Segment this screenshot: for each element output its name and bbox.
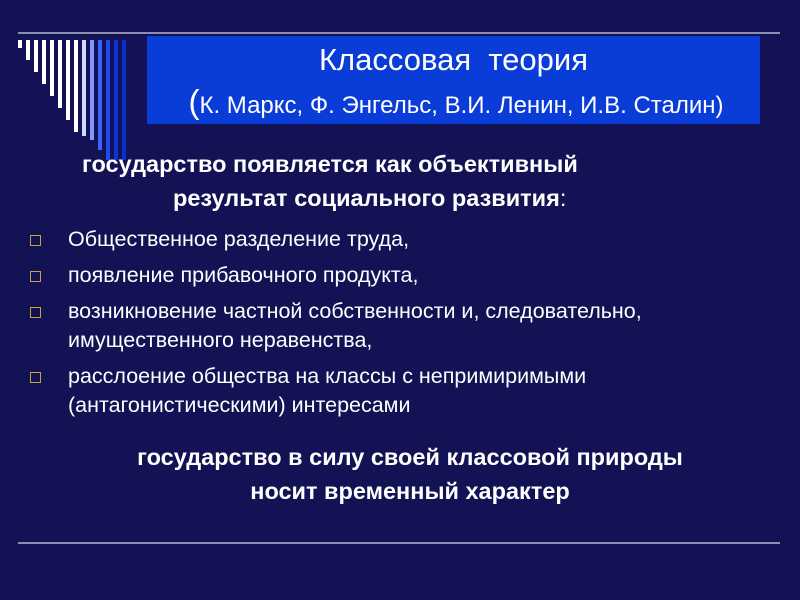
list-item-text: Общественное разделение труда, — [68, 227, 410, 251]
list-item-text: расслоение общества на классы с непримиримыми — [68, 364, 587, 388]
list-item-text-cont: (антагонистическими) интересами — [68, 393, 411, 417]
list-item — [28, 362, 788, 420]
conclusion-line-2: носит временный характер — [250, 478, 570, 504]
lead-statement — [40, 147, 780, 215]
lead-line-2-text: результат социального развития — [173, 185, 560, 211]
list-item-text-cont: имущественного неравенства, — [68, 328, 373, 352]
slide-title: Классовая теория — [318, 42, 589, 77]
subtitle-paren: ( — [188, 83, 200, 120]
conclusion-statement — [30, 440, 790, 508]
list-item-text: появление прибавочного продукта, — [68, 263, 419, 287]
square-bullet-icon — [30, 271, 41, 282]
conclusion-line-1: государство в силу своей классовой природы — [137, 444, 683, 470]
lead-colon: : — [559, 185, 567, 211]
top-divider — [18, 32, 780, 34]
slide-subtitle — [152, 84, 760, 124]
lead-line-2 — [40, 181, 780, 215]
list-item — [28, 297, 788, 355]
list-item — [28, 225, 788, 254]
list-item-text: возникновение частной собственности и, следовательно, — [68, 299, 642, 323]
decorative-stripes — [0, 0, 140, 160]
bottom-divider — [18, 542, 780, 544]
subtitle-authors: К. Маркс, Ф. Энгельс, В.И. Ленин, И.В. Сталин) — [199, 92, 724, 119]
square-bullet-icon — [30, 372, 41, 383]
bullet-list — [28, 225, 788, 427]
square-bullet-icon — [30, 307, 41, 318]
lead-line-1: государство появляется как объективный — [82, 151, 578, 177]
list-item — [28, 261, 788, 290]
square-bullet-icon — [30, 235, 41, 246]
